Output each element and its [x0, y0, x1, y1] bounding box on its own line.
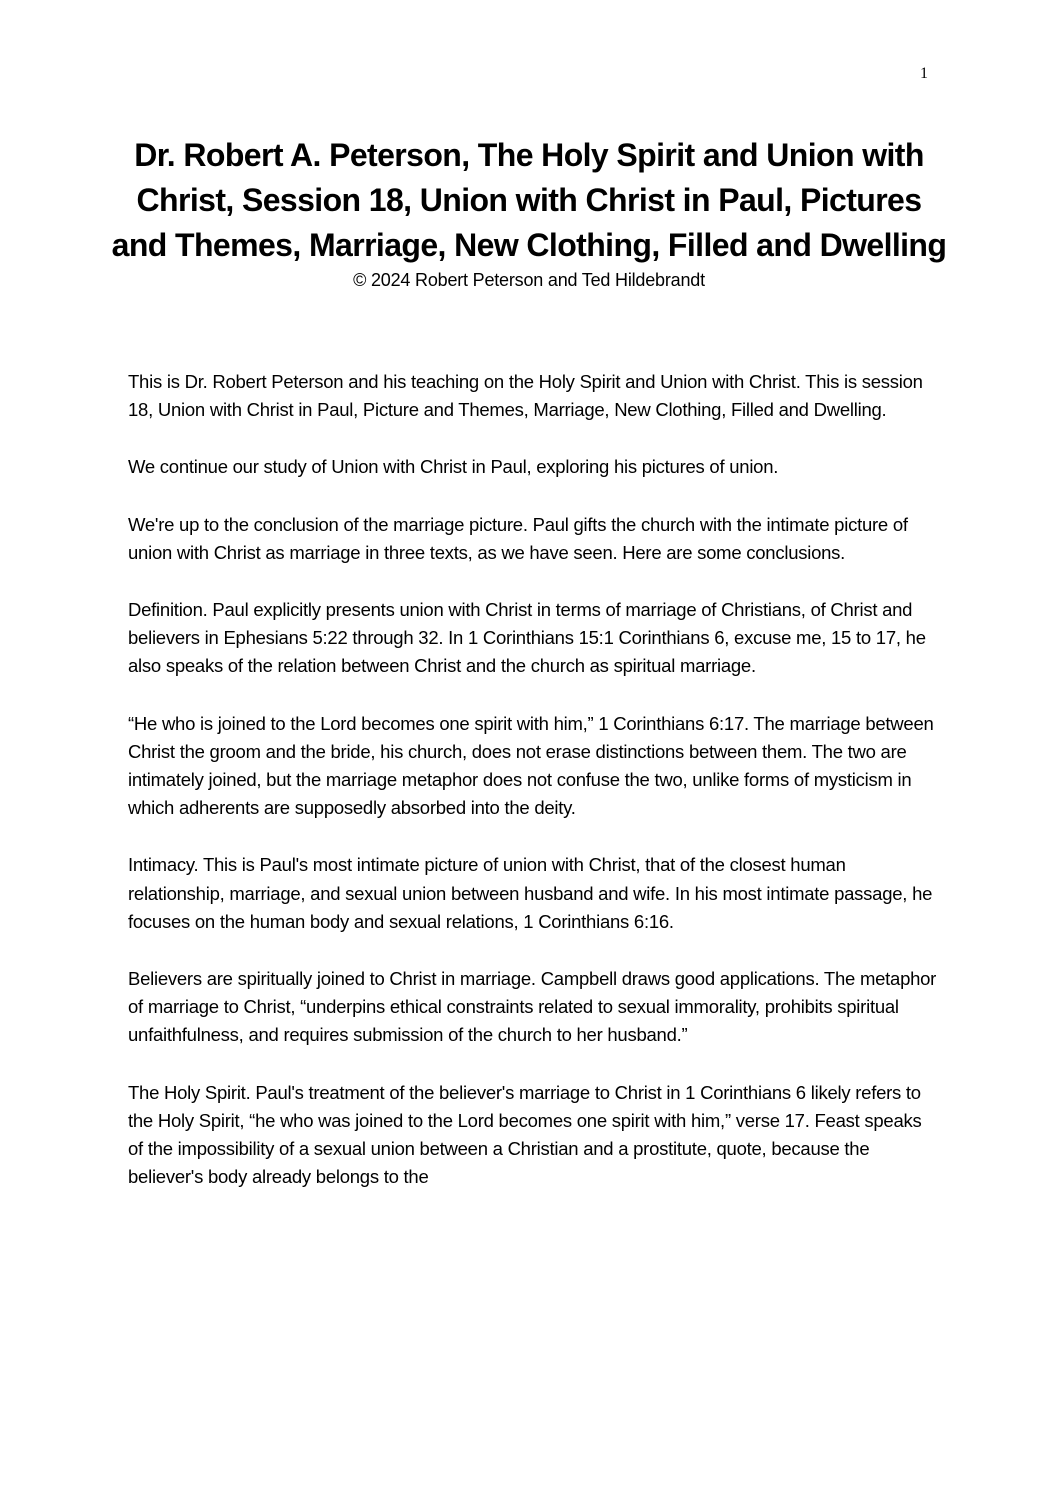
- paragraph: Believers are spiritually joined to Christ in marriage. Campbell draws good applications. The metaphor of marriage to Christ, “underpins ethical constraints related to sexual immorality, prohibits spiritual unfaithfulness, and requires submission of the church to her husband.”: [128, 968, 937, 1046]
- paragraph: The Holy Spirit. Paul's treatment of the believer's marriage to Christ in 1 Corinthians 6 likely refers to the Holy Spirit, “he who was joined to the Lord becomes one spirit with him,” verse 17. Feast speaks of the impossibility of a sexual union between a Christian and a prostitute, quote, because the believer's body already belongs to the: [128, 1081, 922, 1188]
- paragraph: Definition. Paul explicitly presents union with Christ in terms of marriage of Christians, of Christ and believers in Ephesians 5:22 through 32. In 1 Corinthians 15:1 Corinthians 6, excuse me, 15 to 17, he also speaks of the relation between Christ and the church as spiritual marriage.: [128, 599, 926, 677]
- paragraph: Intimacy. This is Paul's most intimate picture of union with Christ, that of the closest human relationship, marriage, and sexual union between husband and wife. In his most intimate passage, he focuses on the human body and sexual relations, 1 Corinthians 6:16.: [128, 854, 933, 932]
- paragraph: We're up to the conclusion of the marriage picture. Paul gifts the church with the intimate picture of union with Christ as marriage in three texts, as we have seen. Here are some conclusions.: [128, 513, 908, 563]
- paragraph: “He who is joined to the Lord becomes one spirit with him,” 1 Corinthians 6:17. The marriage between Christ the groom and the bride, his church, does not erase distinctions between them. The two are intimately joined, but the marriage metaphor does not confuse the two, unlike forms of mysticism in which adherents are supposedly absorbed into the deity.: [128, 712, 934, 819]
- paragraph: This is Dr. Robert Peterson and his teaching on the Holy Spirit and Union with Christ. This is session 18, Union with Christ in Paul, Picture and Themes, Marriage, New Clothing, Filled and Dwelling.: [128, 371, 923, 421]
- title-block: [110, 133, 948, 292]
- copyright-line: © 2024 Robert Peterson and Ted Hildebrandt: [353, 270, 705, 290]
- body-text: [128, 368, 938, 1220]
- paragraph: We continue our study of Union with Christ in Paul, exploring his pictures of union.: [128, 456, 779, 478]
- page-number: 1: [920, 65, 928, 82]
- document-title: Dr. Robert A. Peterson, The Holy Spirit and Union with Christ, Session 18, Union with Christ in Paul, Pictures and Themes, Marriage, New Clothing, Filled and Dwelling: [111, 137, 947, 263]
